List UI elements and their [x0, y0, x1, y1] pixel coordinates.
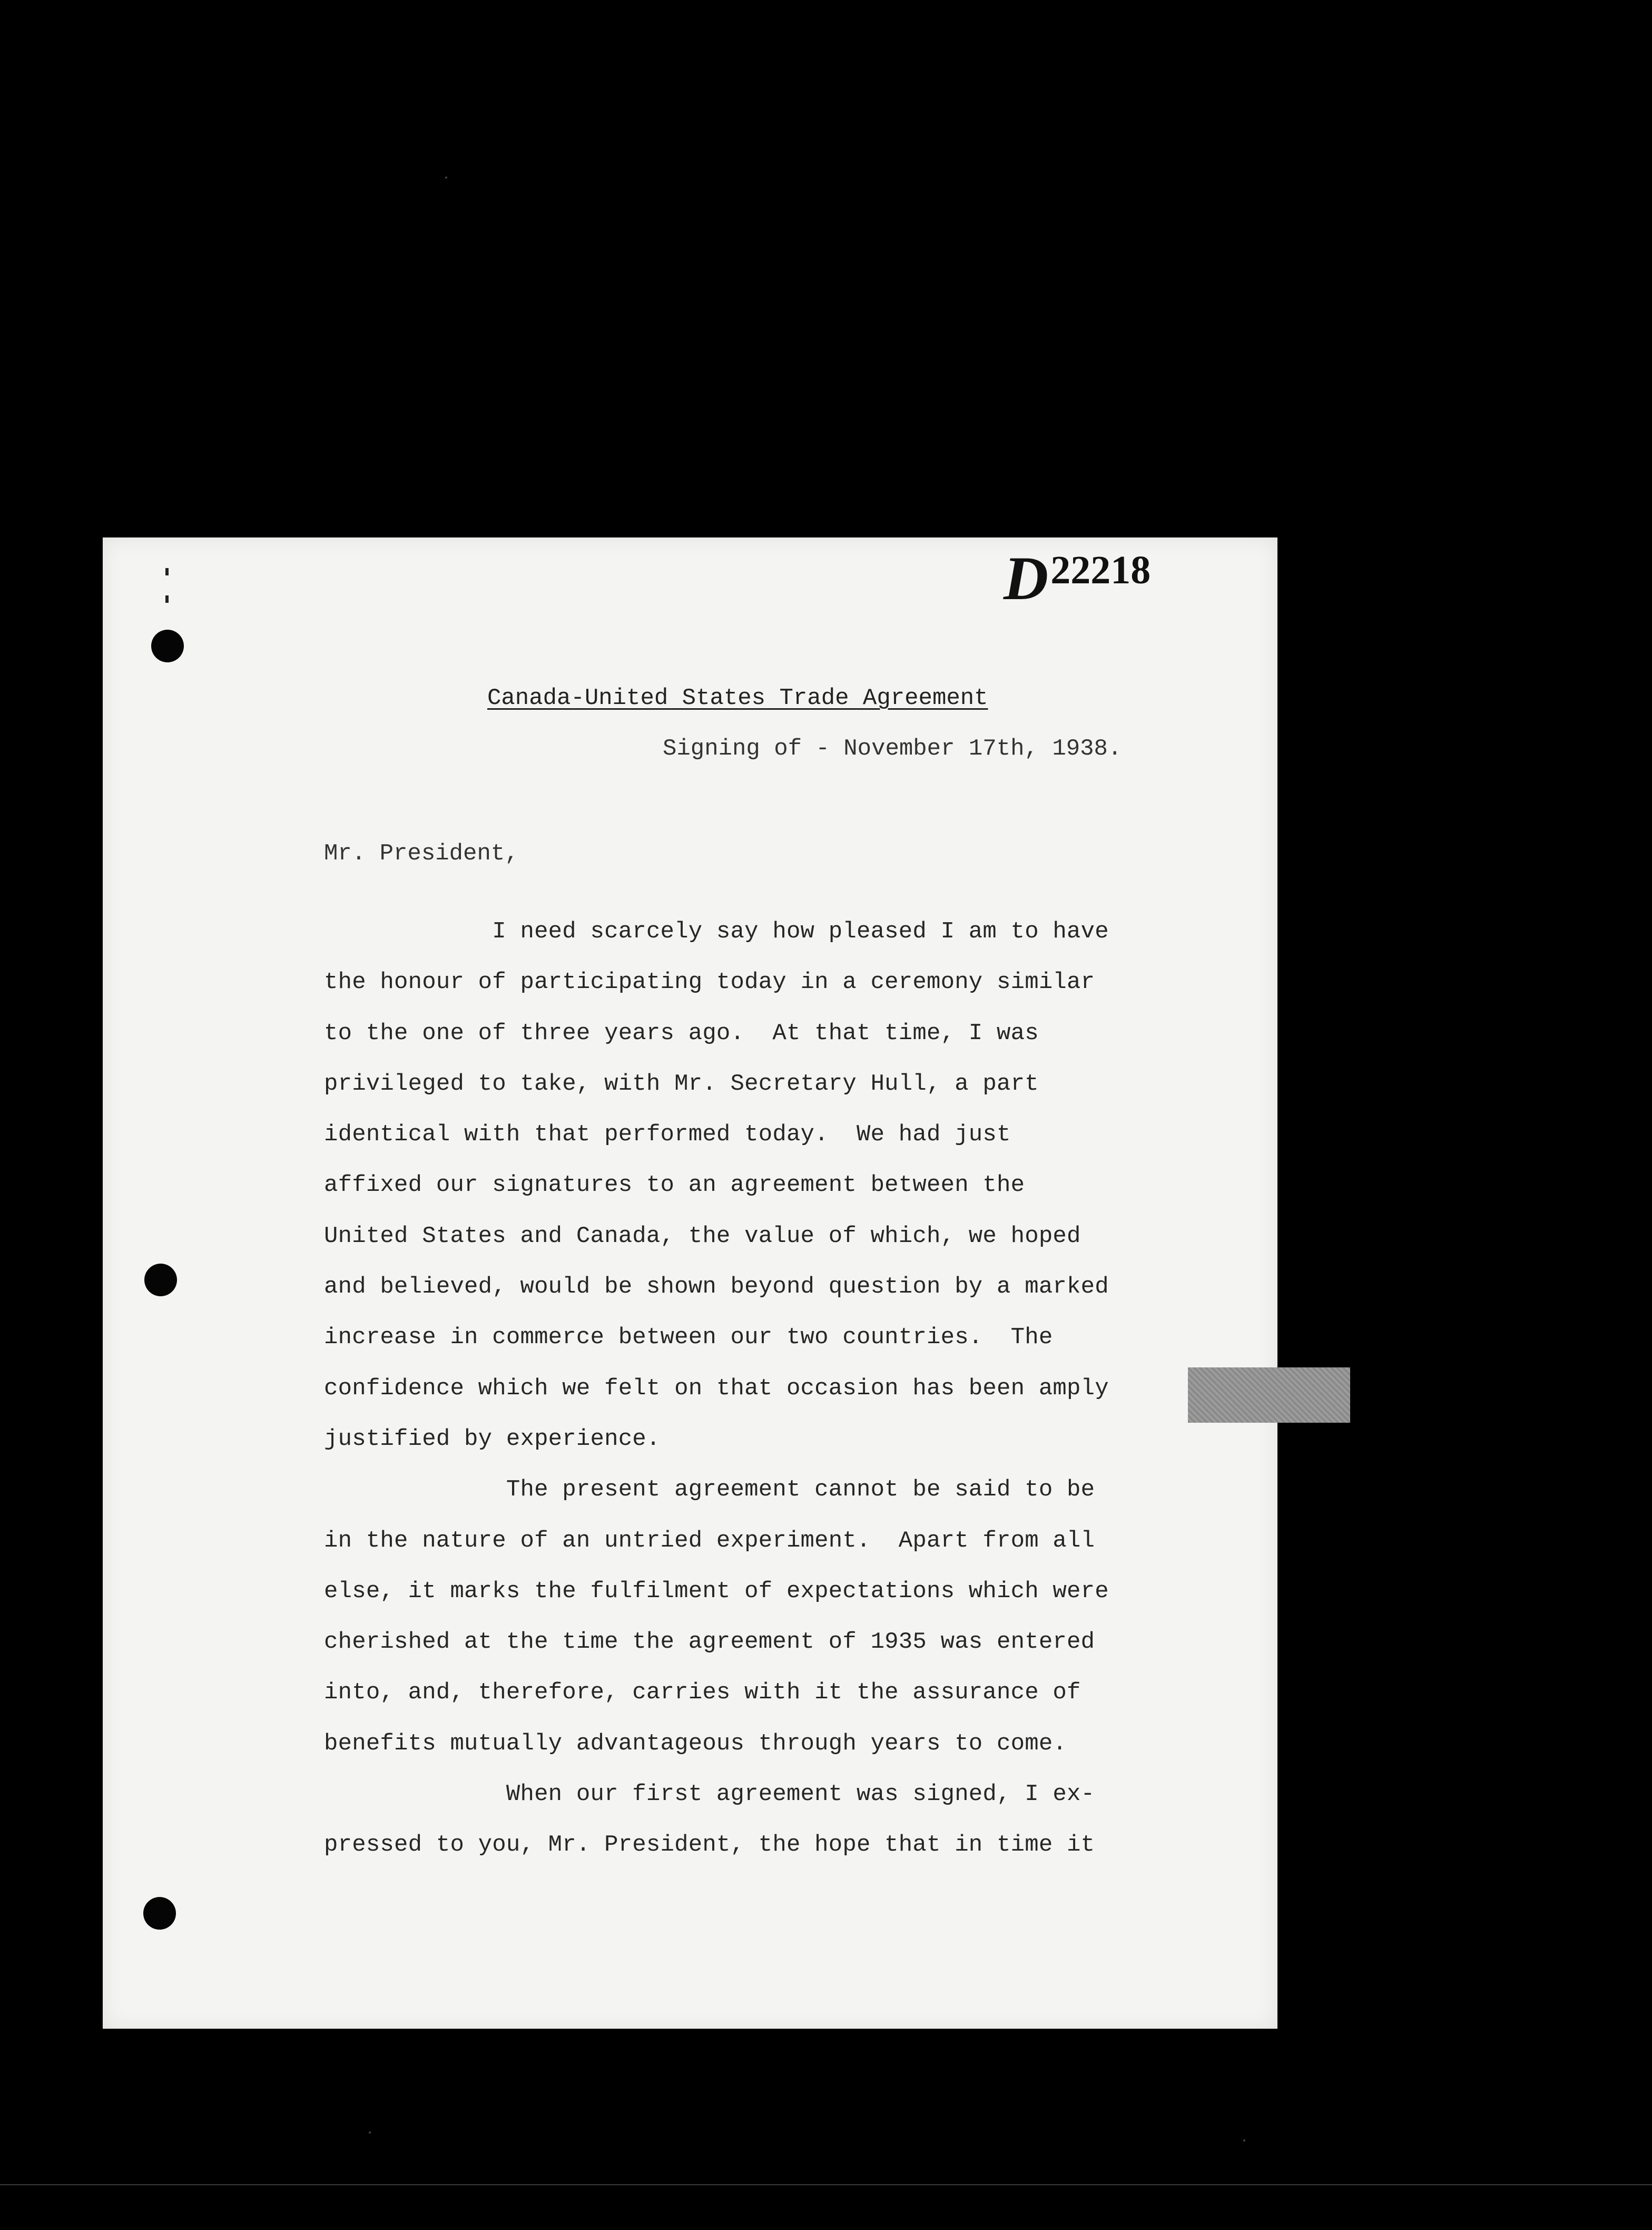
- text-line: pressed to you, Mr. President, the hope that in time it: [324, 1832, 1095, 1859]
- text-line: When our first agreement was signed, I ex-: [324, 1781, 1095, 1808]
- punch-hole: [151, 630, 184, 662]
- text-line: privileged to take, with Mr. Secretary Hull, a part: [324, 1070, 1039, 1097]
- text-line: benefits mutually advantageous through years to come.: [324, 1730, 1067, 1757]
- text-line: identical with that performed today. We had just: [324, 1121, 1011, 1148]
- margin-tick-mark: [165, 568, 169, 575]
- text-line: into, and, therefore, carries with it the assurance of: [324, 1679, 1081, 1706]
- archive-number-prefix: D: [1004, 544, 1049, 613]
- salutation: Mr. President,: [324, 840, 519, 867]
- margin-tick-mark: [165, 595, 169, 603]
- text-line: increase in commerce between our two countries. The: [324, 1324, 1053, 1351]
- scan-speck: [369, 2131, 371, 2134]
- text-line: the honour of participating today in a ceremony similar: [324, 969, 1095, 996]
- text-line: I need scarcely say how pleased I am to have: [324, 918, 1109, 945]
- punch-hole: [143, 1897, 176, 1930]
- scan-bottom-rule: [0, 2184, 1652, 2185]
- document-heading: Canada-United States Trade Agreement: [487, 685, 988, 711]
- text-line: to the one of three years ago. At that time, I was: [324, 1020, 1039, 1046]
- text-line: else, it marks the fulfilment of expectations which were: [324, 1578, 1109, 1605]
- scan-speck: [445, 177, 447, 179]
- text-line: United States and Canada, the value of which, we hoped: [324, 1222, 1081, 1249]
- text-line: in the nature of an untried experiment. Apart from all: [324, 1527, 1095, 1554]
- text-line: confidence which we felt on that occasion has been amply: [324, 1375, 1109, 1402]
- document-subheading: Signing of - November 17th, 1938.: [663, 736, 1122, 762]
- text-line: and believed, would be shown beyond question by a marked: [324, 1274, 1109, 1300]
- text-line: affixed our signatures to an agreement between the: [324, 1172, 1025, 1199]
- body-text: [324, 916, 1220, 1880]
- text-line: The present agreement cannot be said to be: [324, 1476, 1095, 1503]
- archive-number-digits: 22218: [1050, 548, 1151, 592]
- text-line: cherished at the time the agreement of 1935 was entered: [324, 1629, 1095, 1656]
- scan-speck: [1243, 2139, 1245, 2141]
- punch-hole: [144, 1264, 177, 1296]
- archive-number: [1004, 543, 1150, 614]
- text-line: justified by experience.: [324, 1425, 661, 1452]
- side-tab-marker: [1188, 1367, 1350, 1423]
